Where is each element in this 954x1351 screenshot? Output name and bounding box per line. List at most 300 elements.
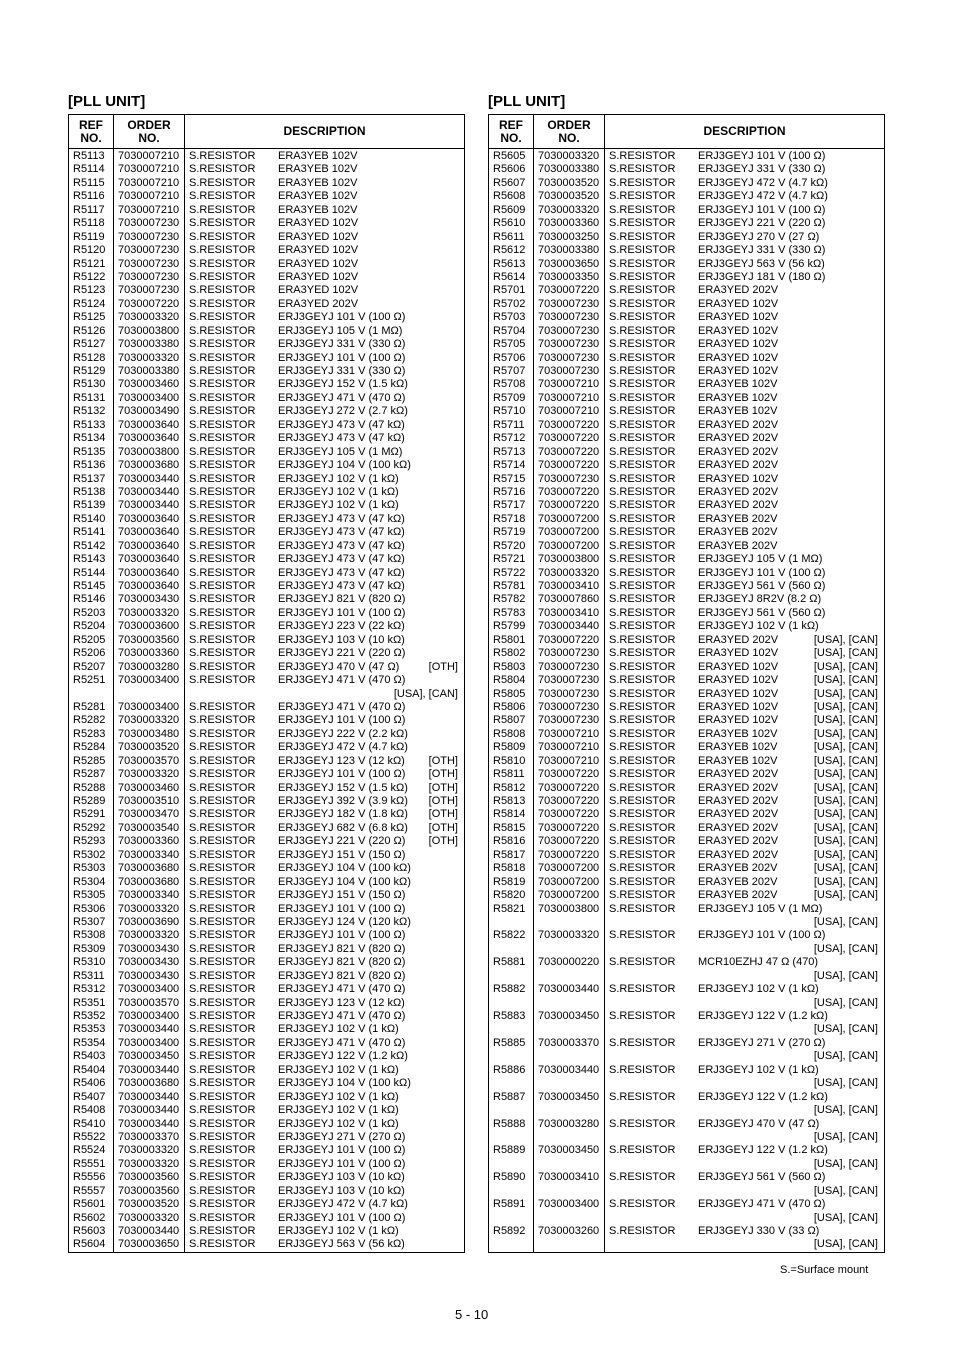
region-text: [USA], [CAN]: [813, 848, 878, 861]
part-type: S.RESISTOR: [189, 795, 256, 807]
order-no: 7030007220: [538, 808, 600, 821]
order-no: 7030003320: [118, 929, 180, 942]
part-number: ERJ3GEYJ 101 V (100 Ω): [278, 902, 406, 915]
part-number: ERA3YED 102V: [698, 311, 779, 324]
part-type: S.RESISTOR: [609, 620, 676, 633]
table-row: [489, 728, 884, 741]
part-type: S.RESISTOR: [609, 821, 676, 834]
part-type: S.RESISTOR: [189, 244, 256, 257]
part-type: S.RESISTOR: [609, 230, 676, 243]
order-no: 7030003680: [118, 459, 180, 472]
order-no: 7030007220: [538, 459, 600, 472]
order-no: 7030007210: [118, 163, 180, 176]
ref-no: R5883: [493, 1010, 526, 1022]
part-number: ERA3YED 102V: [698, 660, 779, 673]
part-type: S.RESISTOR: [609, 297, 676, 310]
part-type: S.RESISTOR: [189, 996, 256, 1009]
part-number: ERA3YED 102V: [278, 230, 359, 243]
part-type: S.RESISTOR: [189, 862, 256, 875]
table-row: [69, 768, 464, 781]
part-number: ERJ3GEYJ 471 V (470 Ω): [278, 391, 406, 404]
region-text: [USA], [CAN]: [813, 1130, 878, 1143]
table-row: [69, 513, 464, 526]
ref-no: R5612: [493, 244, 526, 257]
part-number: ERJ3GEYJ 151 V (150 Ω): [278, 848, 406, 861]
part-type: S.RESISTOR: [189, 270, 256, 283]
part-type: S.RESISTOR: [189, 391, 256, 404]
part-number: ERJ3GEYJ 561 V (560 Ω): [698, 580, 826, 592]
part-type: S.RESISTOR: [189, 365, 256, 377]
ref-no: R5702: [493, 297, 526, 310]
ref-no: R5609: [493, 203, 526, 216]
part-type: S.RESISTOR: [189, 485, 256, 498]
part-type: S.RESISTOR: [189, 647, 256, 660]
table-row: [489, 1037, 884, 1050]
table-row: [489, 271, 884, 284]
region-text: [OTH]: [428, 835, 458, 848]
order-no: 7030003440: [538, 620, 600, 633]
region-text: [USA], [CAN]: [813, 781, 878, 794]
table-row: [69, 929, 464, 942]
part-type: S.RESISTOR: [189, 163, 256, 176]
order-no: 7030003400: [118, 983, 180, 996]
order-no: 7030003680: [118, 862, 180, 875]
part-type: S.RESISTOR: [189, 230, 256, 243]
ref-no: R5803: [493, 660, 526, 673]
ref-no: R5305: [73, 889, 106, 902]
table-row-continuation: [489, 1131, 884, 1144]
ref-no: R5822: [493, 929, 526, 942]
order-no: 7030003380: [118, 365, 180, 377]
order-no: 7030003320: [538, 566, 600, 579]
part-type: S.RESISTOR: [609, 499, 676, 512]
ref-no: R5603: [73, 1225, 106, 1237]
table-row: [69, 822, 464, 835]
part-number: ERJ3GEYJ 182 V (1.8 kΩ): [278, 808, 408, 821]
ref-no: R5821: [493, 902, 526, 915]
ref-no: R5124: [73, 297, 106, 310]
table-row: [489, 1144, 884, 1157]
order-no: 7030003540: [118, 821, 180, 834]
part-type: S.RESISTOR: [189, 378, 256, 391]
region-text: [USA], [CAN]: [813, 915, 878, 928]
table-row: [489, 634, 884, 647]
part-type: S.RESISTOR: [189, 1077, 256, 1090]
table-row: [69, 378, 464, 391]
part-type: S.RESISTOR: [189, 217, 256, 230]
table-row: [69, 271, 464, 284]
ref-no: R5882: [493, 983, 526, 996]
ref-no: R5138: [73, 485, 106, 498]
part-number: ERA3YED 202V: [698, 633, 779, 646]
table-row: [69, 997, 464, 1010]
table-row: [489, 163, 884, 176]
table-row: [489, 298, 884, 311]
part-number: ERJ3GEYJ 124 V (120 kΩ): [278, 915, 411, 928]
table-row: [489, 432, 884, 445]
order-no: 7030003640: [118, 553, 180, 566]
part-number: MCR10EZHJ 47 Ω (470): [698, 956, 819, 969]
ref-no: R5611: [493, 230, 525, 243]
table-row: [489, 1171, 884, 1184]
table-row: [489, 647, 884, 660]
ref-no: R5710: [493, 405, 526, 418]
table-row: [489, 929, 884, 942]
ref-no: R5701: [493, 284, 526, 297]
part-type: S.RESISTOR: [609, 593, 676, 606]
part-number: ERJ3GEYJ 104 V (100 kΩ): [278, 875, 411, 888]
order-no: 7030007200: [538, 526, 600, 539]
part-type: S.RESISTOR: [189, 835, 256, 848]
part-number: ERJ3GEYJ 271 V (270 Ω): [278, 1130, 406, 1143]
order-no: 7030007220: [538, 445, 600, 458]
table-row: [489, 1198, 884, 1211]
table-row: [69, 755, 464, 768]
part-type: S.RESISTOR: [609, 580, 676, 592]
part-type: S.RESISTOR: [189, 1211, 256, 1224]
order-no: 7030003800: [538, 553, 600, 566]
part-number: ERA3YED 202V: [698, 485, 779, 498]
table-row: [489, 405, 884, 418]
table-row: [69, 540, 464, 553]
region-text: [USA], [CAN]: [813, 674, 878, 687]
order-no: 7030003680: [118, 875, 180, 888]
ref-no: R5809: [493, 741, 526, 754]
table-row: [489, 889, 884, 902]
part-number: ERJ3GEYJ 122 V (1.2 kΩ): [698, 1090, 828, 1103]
part-number: ERA3YED 102V: [698, 472, 779, 485]
table-body: [69, 149, 464, 1252]
part-type: S.RESISTOR: [609, 378, 676, 391]
order-no: 7030003430: [118, 593, 180, 606]
part-type: S.RESISTOR: [609, 338, 676, 351]
ref-no: R5719: [493, 526, 526, 539]
table-row: [489, 473, 884, 486]
order-no: 7030003410: [538, 606, 600, 619]
table-row: [489, 392, 884, 405]
order-no: 7030007230: [538, 647, 600, 660]
order-no: 7030007220: [538, 284, 600, 297]
order-no: 7030007230: [538, 338, 600, 351]
table-row: [69, 634, 464, 647]
part-number: ERJ3GEYJ 102 V (1 kΩ): [278, 1063, 399, 1076]
order-no: 7030003320: [118, 351, 180, 364]
order-no: 7030007210: [538, 391, 600, 404]
region-text: [OTH]: [428, 795, 458, 807]
part-type: S.RESISTOR: [609, 606, 676, 619]
part-number: ERJ3GEYJ 102 V (1 kΩ): [698, 620, 819, 633]
table-row: [69, 526, 464, 539]
ref-no: R5251: [73, 674, 106, 687]
part-type: S.RESISTOR: [609, 889, 676, 902]
table-row-continuation: [489, 1077, 884, 1090]
order-no: 7030003640: [118, 432, 180, 445]
order-no: 7030003340: [118, 848, 180, 861]
part-type: S.RESISTOR: [189, 1198, 256, 1211]
table-row: [489, 365, 884, 378]
part-number: ERA3YEB 202V: [698, 875, 778, 888]
table-row: [489, 835, 884, 848]
table-row: [69, 1023, 464, 1036]
table-row: [69, 258, 464, 271]
ref-no: R5285: [73, 754, 106, 767]
region-text: [OTH]: [428, 754, 458, 767]
table-row: [489, 593, 884, 606]
order-no: 7030003440: [118, 1117, 180, 1130]
table-row: [489, 499, 884, 512]
order-no: 7030003400: [118, 391, 180, 404]
ref-no: R5601: [73, 1198, 106, 1211]
order-no: 7030003260: [538, 1225, 600, 1237]
table-row: [489, 903, 884, 916]
table-row: [69, 903, 464, 916]
part-type: S.RESISTOR: [609, 311, 676, 324]
table-row: [69, 593, 464, 606]
region-text: [USA], [CAN]: [813, 1077, 878, 1090]
part-number: ERJ3GEYJ 392 V (3.9 kΩ): [278, 795, 408, 807]
part-number: ERJ3GEYJ 821 V (820 Ω): [278, 956, 406, 969]
table-row: [69, 1118, 464, 1131]
table-row: [69, 553, 464, 566]
order-no: 7030003560: [118, 1171, 180, 1184]
part-type: S.RESISTOR: [189, 190, 256, 203]
part-type: S.RESISTOR: [189, 203, 256, 216]
region-text: [USA], [CAN]: [813, 1050, 878, 1063]
order-no: 7030007200: [538, 862, 600, 875]
part-type: S.RESISTOR: [189, 956, 256, 969]
table-row: [69, 459, 464, 472]
region-text: [USA], [CAN]: [813, 727, 878, 740]
part-type: S.RESISTOR: [189, 324, 256, 337]
order-no: 7030003320: [118, 311, 180, 324]
region-text: [USA], [CAN]: [813, 1238, 878, 1251]
part-type: S.RESISTOR: [189, 257, 256, 270]
order-no: 7030007230: [118, 257, 180, 270]
table-row: [69, 1131, 464, 1144]
parts-table: [68, 114, 465, 1253]
table-row: [69, 1010, 464, 1023]
part-type: S.RESISTOR: [189, 1144, 256, 1157]
order-no: 7030003450: [538, 1144, 600, 1157]
part-number: ERJ3GEYJ 223 V (22 kΩ): [278, 620, 405, 633]
part-type: S.RESISTOR: [189, 1225, 256, 1237]
part-type: S.RESISTOR: [189, 311, 256, 324]
part-type: S.RESISTOR: [189, 1050, 256, 1063]
page-number: 5 - 10: [455, 1307, 489, 1322]
order-no: 7030003440: [118, 1225, 180, 1237]
ref-no: R5815: [493, 821, 526, 834]
part-number: ERA3YEB 102V: [698, 391, 778, 404]
order-no: 7030007210: [538, 754, 600, 767]
order-no: 7030003470: [118, 808, 180, 821]
part-number: ERJ3GEYJ 8R2V (8.2 Ω): [698, 593, 822, 606]
part-type: S.RESISTOR: [189, 418, 256, 431]
part-type: S.RESISTOR: [609, 835, 676, 848]
ref-no: R5143: [73, 553, 106, 566]
order-no: 7030003520: [538, 176, 600, 189]
part-type: S.RESISTOR: [189, 660, 256, 673]
table-row: [489, 849, 884, 862]
table-row: [69, 567, 464, 580]
order-no: 7030007210: [118, 203, 180, 216]
part-type: S.RESISTOR: [189, 553, 256, 566]
part-number: ERJ3GEYJ 330 V (33 Ω): [698, 1225, 820, 1237]
part-type: S.RESISTOR: [189, 821, 256, 834]
part-type: S.RESISTOR: [609, 727, 676, 740]
region-text: [USA], [CAN]: [813, 741, 878, 754]
part-type: S.RESISTOR: [189, 674, 256, 687]
ref-no: R5281: [73, 700, 106, 713]
ref-no: R5115: [73, 176, 105, 189]
ref-no: R5718: [493, 512, 526, 525]
part-type: S.RESISTOR: [609, 445, 676, 458]
part-number: ERA3YEB 102V: [278, 163, 358, 176]
right-parts-panel: [488, 92, 885, 1253]
region-text: [USA], [CAN]: [813, 633, 878, 646]
ref-no: R5410: [73, 1117, 106, 1130]
part-number: ERJ3GEYJ 101 V (100 Ω): [698, 150, 826, 162]
part-type: S.RESISTOR: [609, 526, 676, 539]
region-text: [USA], [CAN]: [813, 700, 878, 713]
order-no: 7030003690: [118, 915, 180, 928]
part-number: ERJ3GEYJ 102 V (1 kΩ): [278, 1104, 399, 1117]
part-type: S.RESISTOR: [609, 983, 676, 996]
order-no: 7030007230: [538, 297, 600, 310]
ref-no: R5811: [493, 768, 525, 781]
ref-no: R5805: [493, 687, 526, 700]
table-row: [69, 849, 464, 862]
table-row: [489, 782, 884, 795]
part-type: S.RESISTOR: [189, 566, 256, 579]
order-no: 7030003650: [538, 257, 600, 270]
table-row: [69, 217, 464, 230]
part-number: ERJ3GEYJ 331 V (330 Ω): [278, 338, 406, 351]
part-number: ERJ3GEYJ 472 V (4.7 kΩ): [278, 741, 408, 754]
order-no: 7030003320: [118, 1211, 180, 1224]
part-number: ERJ3GEYJ 105 V (1 MΩ): [698, 902, 823, 915]
table-row: [489, 352, 884, 365]
order-no: 7030003800: [538, 902, 600, 915]
order-no: 7030003320: [118, 768, 180, 781]
order-no: 7030003320: [538, 203, 600, 216]
ref-no: R5406: [73, 1077, 106, 1090]
order-no: 7030003320: [118, 1144, 180, 1157]
ref-no: R5283: [73, 727, 106, 740]
ref-no: R5886: [493, 1063, 526, 1076]
part-number: ERJ3GEYJ 101 V (100 Ω): [278, 606, 406, 619]
order-no: 7030003320: [118, 902, 180, 915]
part-number: ERJ3GEYJ 221 V (220 Ω): [698, 217, 826, 230]
ref-no: R5116: [73, 190, 105, 203]
part-type: S.RESISTOR: [189, 539, 256, 552]
part-type: S.RESISTOR: [189, 405, 256, 418]
part-number: ERJ3GEYJ 151 V (150 Ω): [278, 889, 406, 902]
part-number: ERA3YEB 102V: [698, 741, 778, 754]
part-type: S.RESISTOR: [609, 244, 676, 257]
order-no: 7030003280: [538, 1117, 600, 1130]
table-row: [489, 553, 884, 566]
part-type: S.RESISTOR: [189, 727, 256, 740]
part-type: S.RESISTOR: [609, 539, 676, 552]
ref-no: R5892: [493, 1225, 526, 1237]
table-row: [69, 1104, 464, 1117]
part-number: ERJ3GEYJ 470 V (47 Ω): [698, 1117, 820, 1130]
ref-no: R5722: [493, 566, 526, 579]
order-no: 7030007210: [118, 176, 180, 189]
table-row: [489, 311, 884, 324]
order-no: 7030003640: [118, 512, 180, 525]
part-type: S.RESISTOR: [609, 190, 676, 203]
part-type: S.RESISTOR: [189, 1063, 256, 1076]
ref-no: R5713: [493, 445, 526, 458]
part-number: ERA3YED 102V: [698, 647, 779, 660]
ref-no: R5818: [493, 862, 526, 875]
ref-no: R5708: [493, 378, 526, 391]
table-row: [69, 714, 464, 727]
part-number: ERA3YED 202V: [698, 445, 779, 458]
order-no: 7030007230: [118, 244, 180, 257]
part-number: ERA3YEB 102V: [698, 754, 778, 767]
ref-no: R5817: [493, 848, 526, 861]
table-row: [489, 688, 884, 701]
part-number: ERJ3GEYJ 472 V (4.7 kΩ): [698, 190, 828, 203]
order-no: 7030003370: [538, 1036, 600, 1049]
table-row: [69, 835, 464, 848]
ref-no: R5292: [73, 821, 106, 834]
table-row: [489, 876, 884, 889]
order-no: 7030003640: [118, 580, 180, 592]
ref-no: R5407: [73, 1090, 106, 1103]
table-row: [69, 607, 464, 620]
ref-no: R5614: [493, 270, 526, 283]
order-no: 7030007230: [538, 714, 600, 727]
part-type: S.RESISTOR: [609, 257, 676, 270]
table-row: [489, 674, 884, 687]
table-row: [69, 419, 464, 432]
part-number: ERJ3GEYJ 122 V (1.2 kΩ): [698, 1144, 828, 1157]
ref-no: R5711: [493, 418, 525, 431]
part-number: ERJ3GEYJ 181 V (180 Ω): [698, 270, 826, 283]
part-number: ERA3YEB 102V: [698, 405, 778, 418]
part-type: S.RESISTOR: [609, 217, 676, 230]
table-row: [489, 701, 884, 714]
table-row: [489, 459, 884, 472]
part-number: ERA3YEB 202V: [698, 512, 778, 525]
part-number: ERJ3GEYJ 104 V (100 kΩ): [278, 862, 411, 875]
ref-no: R5293: [73, 835, 106, 848]
order-no: 7030000220: [538, 956, 600, 969]
order-no: 7030003340: [118, 889, 180, 902]
order-no: 7030007220: [538, 795, 600, 807]
ref-no: R5134: [73, 432, 106, 445]
header-order-no: ORDER NO.: [534, 115, 605, 148]
ref-no: R5607: [493, 176, 526, 189]
region-text: [USA], [CAN]: [393, 687, 458, 700]
parts-table: [488, 114, 885, 1253]
ref-no: R5781: [493, 580, 526, 592]
table-header: [69, 115, 464, 149]
part-type: S.RESISTOR: [609, 1063, 676, 1076]
ref-no: R5610: [493, 217, 526, 230]
table-row-continuation: [489, 997, 884, 1010]
order-no: 7030003400: [538, 1198, 600, 1211]
part-number: ERJ3GEYJ 102 V (1 kΩ): [278, 1225, 399, 1237]
order-no: 7030003450: [538, 1090, 600, 1103]
region-text: [USA], [CAN]: [813, 821, 878, 834]
part-number: ERA3YEB 102V: [698, 378, 778, 391]
ref-no: R5703: [493, 311, 526, 324]
part-number: ERA3YED 202V: [278, 297, 359, 310]
